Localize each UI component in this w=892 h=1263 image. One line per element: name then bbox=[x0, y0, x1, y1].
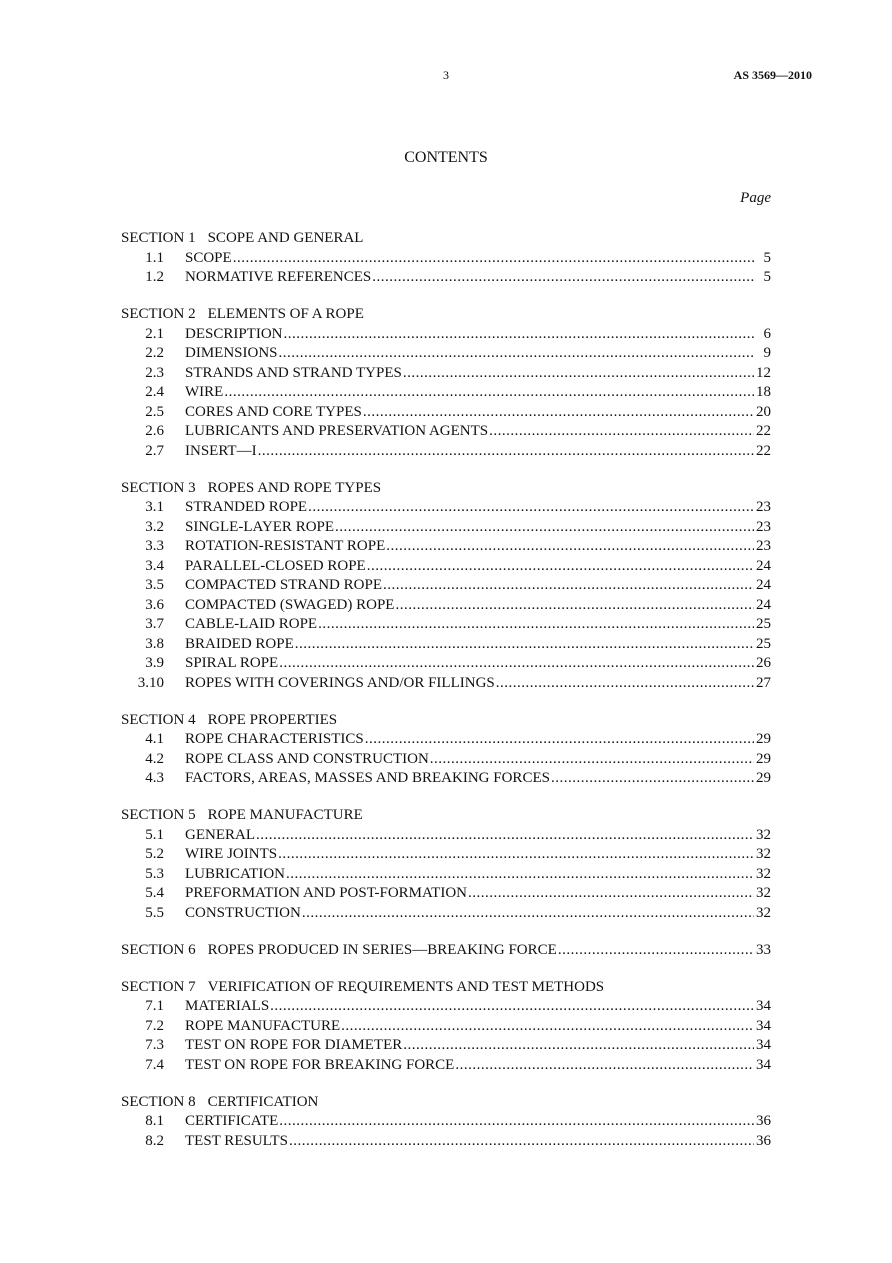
leader-dots bbox=[468, 884, 754, 904]
leader-dots bbox=[496, 674, 754, 694]
leader-dots bbox=[256, 826, 754, 846]
section-title: ROPE PROPERTIES bbox=[207, 711, 338, 728]
toc-entry[interactable] bbox=[121, 1056, 771, 1076]
toc-entry[interactable] bbox=[121, 730, 771, 750]
leader-dots bbox=[489, 422, 754, 442]
section-title: ROPES AND ROPE TYPES bbox=[207, 479, 382, 496]
toc-section-heading[interactable] bbox=[121, 806, 771, 826]
leader-dots bbox=[363, 403, 754, 423]
toc-entry[interactable] bbox=[121, 1132, 771, 1152]
toc-entry[interactable] bbox=[121, 557, 771, 577]
section-title: ROPE MANUFACTURE bbox=[207, 807, 363, 823]
toc-entry[interactable] bbox=[121, 865, 771, 885]
entry-number: 2.7 bbox=[145, 442, 164, 459]
leader-dots bbox=[270, 997, 754, 1017]
entry-number: 8.2 bbox=[145, 1132, 164, 1149]
entry-number: 2.3 bbox=[145, 364, 164, 381]
entry-page: 24 bbox=[756, 596, 771, 613]
toc-section-heading[interactable] bbox=[121, 479, 771, 499]
toc-entry[interactable] bbox=[121, 325, 771, 345]
entry-title: FACTORS, AREAS, MASSES AND BREAKING FORCES bbox=[185, 770, 550, 786]
leader-dots bbox=[233, 249, 754, 269]
leader-dots bbox=[558, 941, 754, 961]
entry-page: 36 bbox=[756, 1113, 771, 1129]
entry-number: 3.3 bbox=[145, 538, 164, 554]
entry-title: LUBRICATION bbox=[185, 865, 285, 882]
entry-title: ROTATION-RESISTANT ROPE bbox=[185, 538, 386, 554]
toc-entry[interactable] bbox=[121, 1112, 771, 1132]
toc-entry[interactable] bbox=[121, 268, 771, 288]
entry-title: GENERAL bbox=[185, 826, 255, 843]
section-page: 33 bbox=[756, 941, 771, 958]
leader-dots bbox=[286, 865, 754, 885]
entry-title: TEST ON ROPE FOR DIAMETER bbox=[185, 1037, 403, 1053]
toc-entry[interactable] bbox=[121, 750, 771, 770]
entry-number: 3.1 bbox=[145, 499, 164, 515]
entry-number: 7.3 bbox=[145, 1037, 164, 1053]
toc-entry[interactable] bbox=[121, 344, 771, 364]
entry-number: 4.2 bbox=[145, 750, 164, 767]
leader-dots bbox=[318, 615, 754, 635]
section-label: SECTION 2 bbox=[121, 306, 196, 322]
entry-title: WIRE JOINTS bbox=[185, 846, 278, 862]
entry-page: 34 bbox=[756, 1017, 771, 1034]
entry-number: 5.2 bbox=[145, 846, 164, 862]
entry-page: 32 bbox=[756, 904, 771, 921]
leader-dots bbox=[430, 750, 754, 770]
entry-page: 32 bbox=[756, 826, 771, 843]
toc-entry[interactable] bbox=[121, 826, 771, 846]
toc-entry[interactable] bbox=[121, 635, 771, 655]
entry-number: 5.4 bbox=[145, 885, 164, 901]
entry-number: 5.1 bbox=[145, 826, 164, 843]
entry-number: 2.5 bbox=[145, 403, 164, 420]
entry-number: 1.2 bbox=[145, 269, 164, 285]
leader-dots bbox=[224, 383, 754, 403]
entry-number: 5.3 bbox=[145, 865, 164, 882]
section-title: ROPES PRODUCED IN SERIES—BREAKING FORCE bbox=[207, 941, 557, 958]
entry-page: 34 bbox=[756, 1056, 771, 1073]
section-label: SECTION 8 bbox=[121, 1093, 196, 1110]
leader-dots bbox=[284, 325, 754, 345]
entry-title: SPIRAL ROPE bbox=[185, 655, 279, 671]
toc-entry[interactable] bbox=[121, 518, 771, 538]
entry-page: 34 bbox=[756, 998, 771, 1014]
entry-title: ROPES WITH COVERINGS AND/OR FILLINGS bbox=[185, 674, 495, 691]
toc-entry[interactable] bbox=[121, 615, 771, 635]
entry-page: 25 bbox=[756, 616, 771, 632]
entry-page: 27 bbox=[756, 674, 771, 691]
entry-title: TEST RESULTS bbox=[185, 1132, 288, 1149]
entry-number: 7.1 bbox=[145, 998, 164, 1014]
entry-page: 9 bbox=[763, 345, 771, 361]
toc-entry[interactable] bbox=[121, 654, 771, 674]
entry-title: STRANDS AND STRAND TYPES bbox=[185, 364, 402, 381]
leader-dots bbox=[295, 635, 754, 655]
toc-entry[interactable] bbox=[121, 537, 771, 557]
toc-entry[interactable] bbox=[121, 769, 771, 789]
toc-section bbox=[121, 305, 771, 461]
entry-title: PREFORMATION AND POST-FORMATION bbox=[185, 885, 467, 901]
toc-section-heading[interactable] bbox=[121, 978, 771, 998]
entry-page: 23 bbox=[756, 499, 771, 515]
entry-title: NORMATIVE REFERENCES bbox=[185, 269, 372, 285]
leader-dots bbox=[308, 498, 754, 518]
toc-section bbox=[121, 941, 771, 961]
entry-number: 3.9 bbox=[145, 655, 164, 671]
entry-number: 3.6 bbox=[145, 596, 164, 613]
toc-entry[interactable] bbox=[121, 422, 771, 442]
toc-entry[interactable] bbox=[121, 845, 771, 865]
entry-page: 20 bbox=[756, 403, 771, 420]
leader-dots bbox=[279, 654, 754, 674]
entry-page: 24 bbox=[756, 577, 771, 593]
entry-title: STRANDED ROPE bbox=[185, 499, 308, 515]
section-label: SECTION 7 bbox=[121, 978, 196, 995]
entry-page: 29 bbox=[756, 750, 771, 767]
toc-section-heading[interactable] bbox=[121, 1093, 771, 1113]
entry-number: 3.10 bbox=[137, 674, 164, 691]
toc-entry[interactable] bbox=[121, 403, 771, 423]
entry-page: 12 bbox=[756, 364, 771, 381]
leader-dots bbox=[551, 769, 754, 789]
table-of-contents bbox=[121, 229, 771, 1169]
entry-title: SINGLE-LAYER ROPE bbox=[185, 518, 335, 535]
entry-title: ROPE CLASS AND CONSTRUCTION bbox=[185, 750, 429, 767]
entry-title: LUBRICANTS AND PRESERVATION AGENTS bbox=[185, 423, 489, 439]
entry-title: COMPACTED STRAND ROPE bbox=[185, 577, 382, 593]
entry-page: 6 bbox=[763, 325, 771, 342]
leader-dots bbox=[279, 1112, 754, 1132]
entry-number: 2.6 bbox=[145, 423, 164, 439]
entry-number: 2.1 bbox=[145, 325, 164, 342]
entry-title: TEST ON ROPE FOR BREAKING FORCE bbox=[185, 1056, 455, 1073]
leader-dots bbox=[258, 442, 754, 462]
toc-section-heading[interactable] bbox=[121, 941, 771, 961]
entry-page: 32 bbox=[756, 865, 771, 882]
entry-title: CORES AND CORE TYPES bbox=[185, 403, 362, 420]
entry-page: 24 bbox=[756, 557, 771, 574]
standard-id: AS 3569—2010 bbox=[733, 68, 812, 82]
entry-number: 7.4 bbox=[145, 1056, 164, 1073]
entry-page: 36 bbox=[756, 1132, 771, 1149]
section-label: SECTION 4 bbox=[121, 711, 196, 728]
entry-title: COMPACTED (SWAGED) ROPE bbox=[185, 596, 395, 613]
leader-dots bbox=[341, 1017, 754, 1037]
entry-title: ROPE CHARACTERISTICS bbox=[185, 731, 364, 747]
entry-page: 26 bbox=[756, 655, 771, 671]
entry-number: 2.4 bbox=[145, 384, 164, 400]
leader-dots bbox=[279, 344, 754, 364]
leader-dots bbox=[335, 518, 754, 538]
toc-entry[interactable] bbox=[121, 1017, 771, 1037]
entry-title: CERTIFICATE bbox=[185, 1113, 279, 1129]
section-title: VERIFICATION OF REQUIREMENTS AND TEST METHODS bbox=[207, 978, 605, 995]
toc-entry[interactable] bbox=[121, 674, 771, 694]
entry-number: 4.1 bbox=[145, 731, 164, 747]
entry-page: 29 bbox=[756, 731, 771, 747]
entry-page: 29 bbox=[756, 770, 771, 786]
entry-title: PARALLEL-CLOSED ROPE bbox=[185, 557, 366, 574]
leader-dots bbox=[367, 557, 754, 577]
entry-number: 3.4 bbox=[145, 557, 164, 574]
entry-number: 7.2 bbox=[145, 1017, 164, 1034]
section-label: SECTION 1 bbox=[121, 230, 196, 246]
toc-section bbox=[121, 711, 771, 789]
entry-page: 23 bbox=[756, 538, 771, 554]
entry-page: 25 bbox=[756, 635, 771, 652]
toc-entry[interactable] bbox=[121, 596, 771, 616]
toc-entry[interactable] bbox=[121, 249, 771, 269]
entry-title: MATERIALS bbox=[185, 998, 270, 1014]
entry-page: 32 bbox=[756, 846, 771, 862]
entry-number: 5.5 bbox=[145, 904, 164, 921]
entry-number: 2.2 bbox=[145, 345, 164, 361]
section-title: CERTIFICATION bbox=[207, 1093, 319, 1110]
entry-page: 22 bbox=[756, 423, 771, 439]
entry-number: 1.1 bbox=[145, 249, 164, 266]
section-label: SECTION 6 bbox=[121, 941, 196, 958]
entry-title: INSERT—I bbox=[185, 442, 257, 459]
toc-section-heading[interactable] bbox=[121, 305, 771, 325]
section-title: ELEMENTS OF A ROPE bbox=[207, 306, 364, 322]
toc-section bbox=[121, 229, 771, 288]
entry-number: 8.1 bbox=[145, 1113, 164, 1129]
entry-title: ROPE MANUFACTURE bbox=[185, 1017, 341, 1034]
page-number: 3 bbox=[443, 68, 449, 82]
section-label: SECTION 5 bbox=[121, 807, 196, 823]
entry-title: CONSTRUCTION bbox=[185, 904, 301, 921]
entry-title: DESCRIPTION bbox=[185, 325, 283, 342]
toc-section bbox=[121, 806, 771, 923]
leader-dots bbox=[278, 845, 754, 865]
toc-entry[interactable] bbox=[121, 576, 771, 596]
leader-dots bbox=[386, 537, 754, 557]
toc-entry[interactable] bbox=[121, 498, 771, 518]
leader-dots bbox=[403, 364, 754, 384]
toc-section bbox=[121, 479, 771, 694]
leader-dots bbox=[302, 904, 754, 924]
entry-title: CABLE-LAID ROPE bbox=[185, 616, 318, 632]
entry-page: 22 bbox=[756, 442, 771, 459]
section-label: SECTION 3 bbox=[121, 479, 196, 496]
toc-entry[interactable] bbox=[121, 364, 771, 384]
page-column-label: Page bbox=[740, 190, 771, 206]
toc-section-heading[interactable] bbox=[121, 711, 771, 731]
entry-page: 32 bbox=[756, 885, 771, 901]
entry-title: SCOPE bbox=[185, 249, 232, 266]
entry-title: DIMENSIONS bbox=[185, 345, 278, 361]
entry-title: BRAIDED ROPE bbox=[185, 635, 294, 652]
toc-entry[interactable] bbox=[121, 1036, 771, 1056]
contents-title: CONTENTS bbox=[404, 149, 488, 166]
entry-number: 3.2 bbox=[145, 518, 164, 535]
entry-number: 4.3 bbox=[145, 770, 164, 786]
entry-number: 3.8 bbox=[145, 635, 164, 652]
toc-section bbox=[121, 978, 771, 1076]
leader-dots bbox=[403, 1036, 754, 1056]
leader-dots bbox=[365, 730, 754, 750]
toc-entry[interactable] bbox=[121, 884, 771, 904]
toc-entry[interactable] bbox=[121, 383, 771, 403]
leader-dots bbox=[383, 576, 754, 596]
entry-number: 3.5 bbox=[145, 577, 164, 593]
section-title: SCOPE AND GENERAL bbox=[207, 230, 364, 246]
toc-section-heading[interactable] bbox=[121, 229, 771, 249]
toc-entry[interactable] bbox=[121, 997, 771, 1017]
leader-dots bbox=[289, 1132, 754, 1152]
toc-entry[interactable] bbox=[121, 904, 771, 924]
leader-dots bbox=[395, 596, 754, 616]
entry-number: 3.7 bbox=[145, 616, 164, 632]
toc-entry[interactable] bbox=[121, 442, 771, 462]
entry-page: 5 bbox=[763, 269, 771, 285]
entry-page: 18 bbox=[756, 384, 771, 400]
entry-page: 5 bbox=[763, 249, 771, 266]
leader-dots bbox=[455, 1056, 754, 1076]
entry-title: WIRE bbox=[185, 384, 224, 400]
entry-page: 34 bbox=[756, 1037, 771, 1053]
leader-dots bbox=[372, 268, 754, 288]
toc-section bbox=[121, 1093, 771, 1152]
entry-page: 23 bbox=[756, 518, 771, 535]
